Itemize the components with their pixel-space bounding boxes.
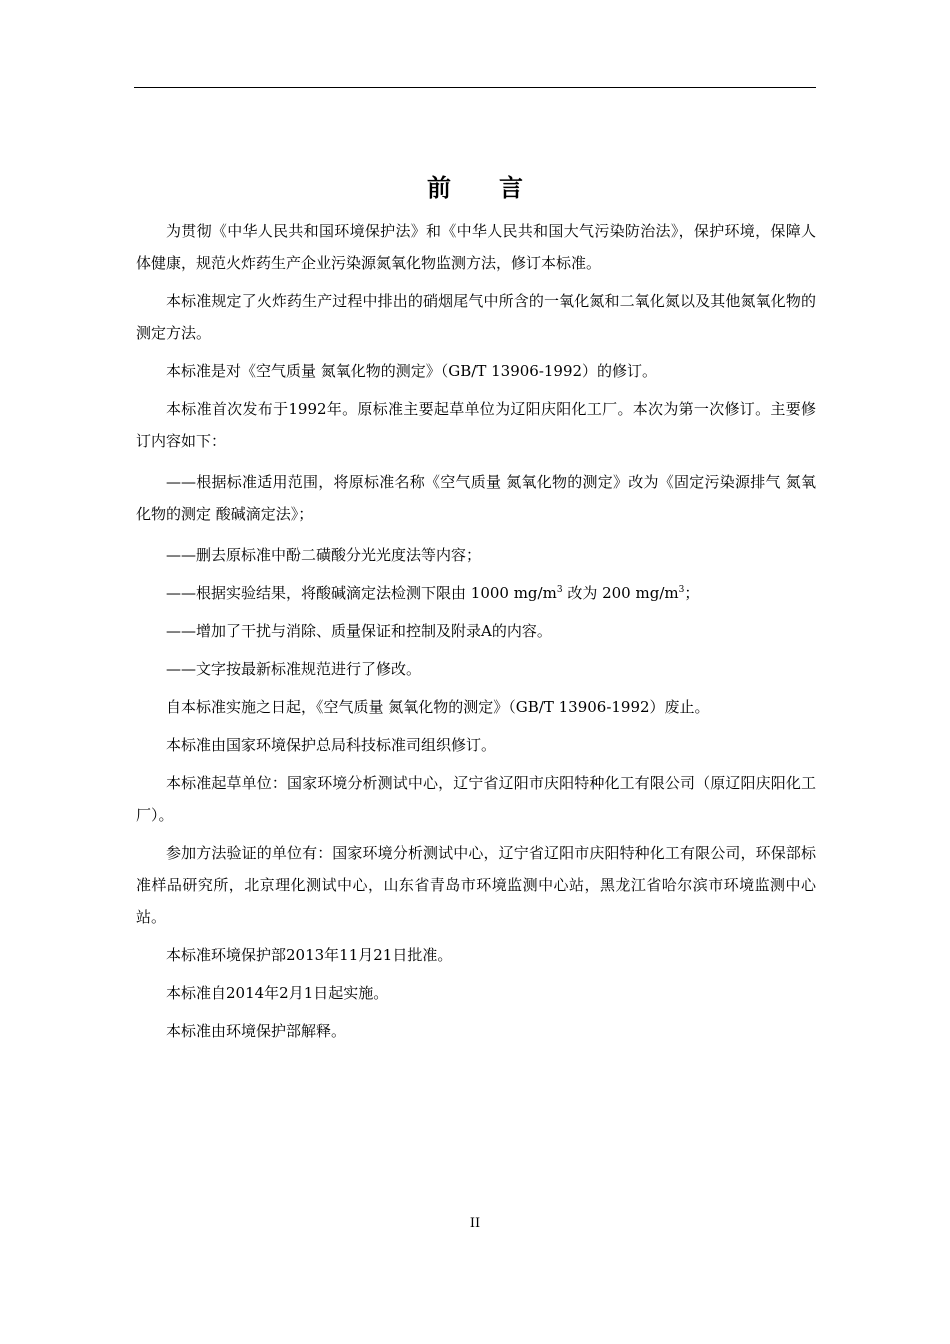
page-title: 前言: [427, 174, 571, 202]
paragraph-abolish: 自本标准实施之日起，《空气质量 氮氧化物的测定》（GB/T 13906-1992）废止。: [166, 698, 710, 716]
list-item-detection-limit: [136, 577, 816, 609]
paragraph-validation-units: 参加方法验证的单位有：国家环境分析测试中心，辽宁省辽阳市庆阳特种化工有限公司，环保部标准样品研究所，北京理化测试中心，山东省青岛市环境监测中心站，黑龙江省哈尔滨市环境监测中心站。: [136, 844, 816, 926]
paragraph-scope: 本标准规定了火炸药生产过程中排出的硝烟尾气中所含的一氧化氮和二氧化氮以及其他氮氧化物的测定方法。: [136, 292, 816, 342]
paragraph-effective-date: 本标准自2014年2月1日起实施。: [166, 984, 389, 1002]
paragraph-revision-of: 本标准是对《空气质量 氮氧化物的测定》（GB/T 13906-1992）的修订。: [166, 362, 658, 380]
foreword-body: [136, 215, 816, 1053]
paragraph-approval-date: 本标准环境保护部2013年11月21日批准。: [166, 946, 453, 964]
superscript-3: 3: [556, 585, 563, 595]
paragraph-history: 本标准首次发布于1992年。原标准主要起草单位为辽阳庆阳化工厂。本次为第一次修订。主要修订内容如下：: [136, 400, 816, 450]
detection-limit-text-3: ；: [684, 584, 700, 602]
paragraph-interpretation: 本标准由环境保护部解释。: [166, 1022, 347, 1040]
page-number: II: [469, 1216, 481, 1231]
list-item-delete-method: ——删去原标准中酚二磺酸分光光度法等内容；: [166, 546, 482, 564]
list-item-rename: ——根据标准适用范围，将原标准名称《空气质量 氮氧化物的测定》改为《固定污染源排气 氮氧化物的测定 酸碱滴定法》；: [136, 473, 816, 523]
header-rule: [134, 87, 816, 88]
paragraph-drafting-units: 本标准起草单位：国家环境分析测试中心，辽宁省辽阳市庆阳特种化工有限公司（原辽阳庆阳化工厂）。: [136, 774, 816, 824]
superscript-3: 3: [678, 585, 685, 595]
detection-limit-text-2: 改为 200 mg/m: [562, 584, 679, 602]
paragraph-purpose: 为贯彻《中华人民共和国环境保护法》和《中华人民共和国大气污染防治法》，保护环境，保障人体健康，规范火炸药生产企业污染源氮氧化物监测方法，修订本标准。: [136, 222, 816, 272]
paragraph-organizer: 本标准由国家环境保护总局科技标准司组织修订。: [166, 736, 497, 754]
list-item-additions: ——增加了干扰与消除、质量保证和控制及附录A的内容。: [166, 622, 552, 640]
list-item-wording: ——文字按最新标准规范进行了修改。: [166, 660, 422, 678]
detection-limit-text-1: ——根据实验结果，将酸碱滴定法检测下限由 1000 mg/m: [166, 584, 557, 602]
